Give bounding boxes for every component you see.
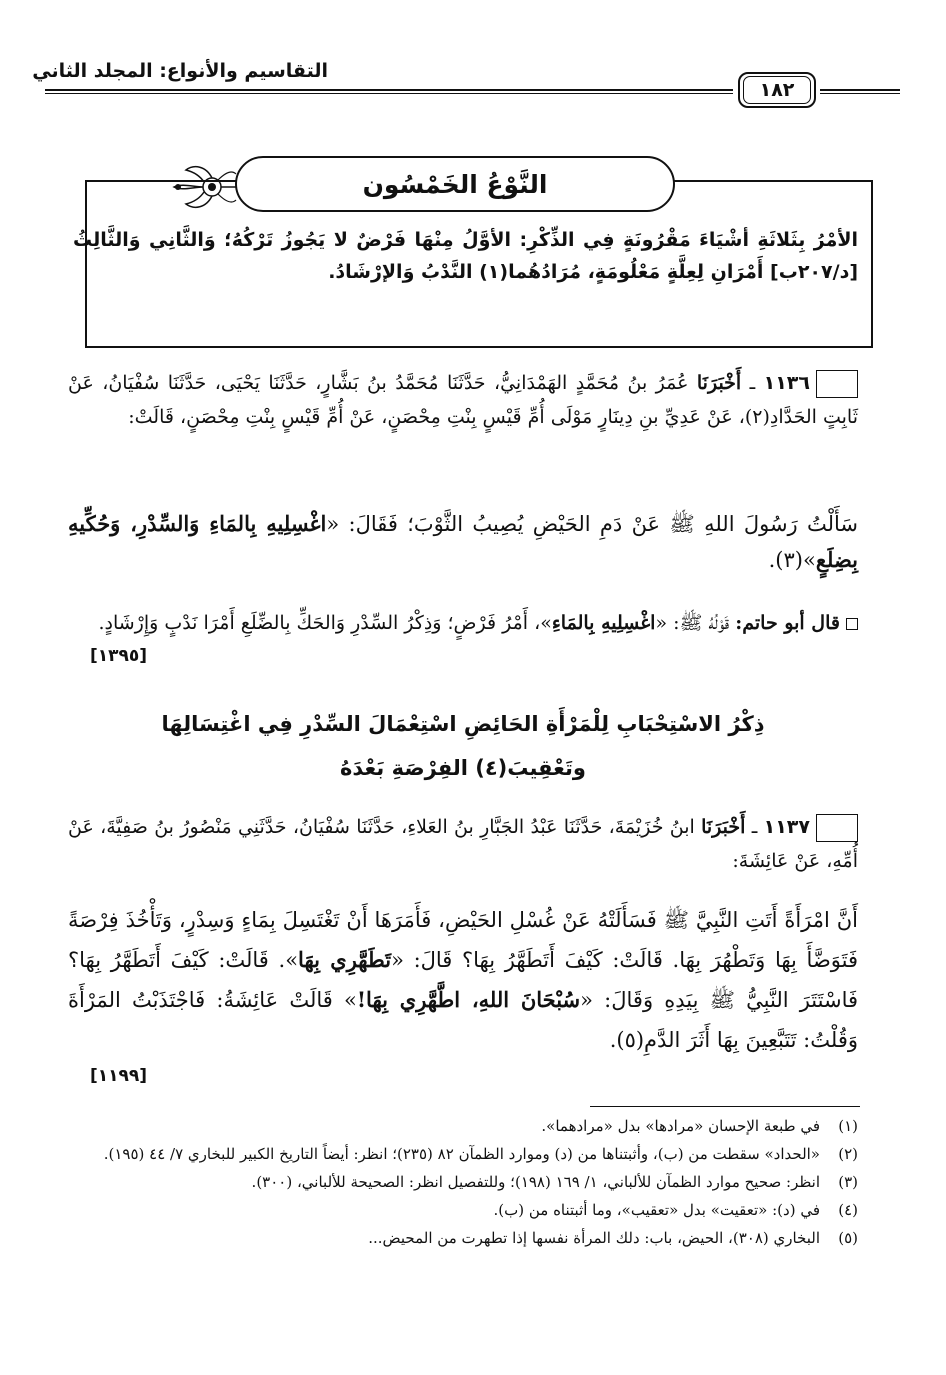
- comment-label: قال أبو حاتم:: [735, 612, 840, 634]
- footnote-number: (١): [838, 1117, 858, 1135]
- footnote: [68, 1224, 858, 1252]
- header-rule: [45, 89, 733, 91]
- matn-text: سَأَلْتُ رَسُولَ اللهِ ﷺ عَنْ دَمِ الحَيْضِ يُصِيبُ الثَّوْبَ؛ فَقَالَ: «: [326, 512, 859, 536]
- hadith-number: ١١٣٦: [763, 372, 810, 394]
- footnotes: [68, 1112, 858, 1252]
- section-heading-text: الأمْرُ بِثَلاثَةِ أشْيَاءَ مَقْرُونَةٍ فِي الذِّكْرِ: الأوَّلُ مِنْهَا فَرْضٌ لا يَجُوزُ تَرْكُهُ؛ وَالثَّانِي وَالثَّالِثُ [د/٢٠٧ب] أَمْرَانِ لِعِلَّةٍ مَعْلُومَةٍ، مُرَادُهُما(١) النَّدْبُ وَالإرْشَادُ.: [73, 229, 858, 283]
- header-rule-right-thin: [820, 93, 900, 94]
- running-header-title: التقاسيم والأنواع: المجلد الثاني: [32, 60, 328, 82]
- reference-number: [١٣٩٥]: [90, 646, 148, 666]
- footnote-number: (٤): [838, 1201, 858, 1219]
- footnote-text: انظر: صحيح موارد الظمآن للألباني، ١/ ١٦٩ (١٩٨)؛ وللتفصيل انظر: الصحيحة للألباني، (٣٠٠).: [251, 1173, 820, 1191]
- hadith-1137-matn: [68, 900, 858, 1060]
- footnote: [68, 1112, 858, 1140]
- hadith-1136-matn: [68, 506, 858, 578]
- header-rule-right: [820, 89, 900, 91]
- matn-text-2: ». قَالَتْ: كَيْفَ أَتَطَهَّرُ بِهَا؟ فَاسْتَتَرَ النَّبِيُّ ﷺ بِيَدِهِ وَقَالَ: «: [68, 948, 859, 1012]
- footnote-separator: [590, 1106, 860, 1107]
- matn-text: أَنَّ امْرَأَةً أَتَتِ النَّبِيَّ ﷺ فَسَأَلَتْهُ عَنْ غُسْلِ الحَيْضِ، فَأَمَرَهَا أَنْ تَغْتَسِلَ بِمَاءٍ وَسِدْرٍ، وَتَأْخُذَ فِرْصَةً فَتَوَضَّأَ بِهَا وَتَطْهُرَ بِهَا. قَالَتْ: كَيْفَ أَتَطَهَّرُ بِهَا؟ قَالَ: «: [68, 908, 858, 972]
- comment-text-end: »، أَمْرُ فَرْضٍ؛ وَذِكْرُ السِّدْرِ وَالحَكِّ بِالضِّلَعِ أَمْرَا نَدْبٍ وَإِرْشَادٍ.: [98, 612, 552, 634]
- floral-ornament-icon: [168, 156, 240, 218]
- isnad-text: ابنُ خُزَيْمَةَ، حَدَّثَنَا عَبْدُ الجَبَّارِ بنُ العَلاءِ، حَدَّثَنَا سُفْيَانُ، حَدَّثَنِي مَنْصُورُ بنُ صَفِيَّةَ، عَنْ أُمِّهِ، عَنْ عَائِشَةَ:: [68, 816, 858, 872]
- abu-hatim-comment: [68, 606, 858, 640]
- footnote-text: «الحداد» سقطت من (ب)، وأثبتناها من (د) وموارد الظمآن ٨٢ (٢٣٥)؛ انظر: أيضاً التاريخ الكبير للبخاري ٧/ ٤٤ (١٩٥).: [103, 1145, 820, 1163]
- comment-text: قَوْلُهُ ﷺ: «: [655, 612, 730, 634]
- chapter-heading-line1: ذِكْرُ الاسْتِحْبَابِ لِلْمَرْأَةِ الحَائِضِ اسْتِعْمَالَ السِّدْرِ فِي اغْتِسَالِهَا: [161, 712, 765, 736]
- header-rule-thin: [45, 93, 733, 94]
- matn-bold-text: اغْسِلِيهِ بِالمَاءِ وَالسِّدْرِ، وَحُكِّيهِ بِضِلَعٍ: [68, 511, 858, 572]
- footnote: [68, 1168, 858, 1196]
- hadith-marker-icon: [816, 370, 858, 398]
- reference-number: [١١٩٩]: [90, 1066, 148, 1086]
- hadith-number: ١١٣٧: [763, 816, 810, 838]
- chapter-heading-line2: وتَعْقِيبَ(٤) الفِرْصَةِ بَعْدَهُ: [340, 756, 586, 780]
- footnote: [68, 1140, 858, 1168]
- matn-bold-text-2: سُبْحَانَ اللهِ، اطَّهَّرِي بِهَا!: [356, 987, 581, 1012]
- isnad-text: عُمَرُ بنُ مُحَمَّدٍ الهَمْدَانِيُّ، حَدَّثَنَا مُحَمَّدُ بنُ بَشَّارٍ، حَدَّثَنَا يَحْيَى، حَدَّثَنَا سُفْيَانُ، عَنْ ثَابِتٍ الحَدَّادِ(٢)، عَنْ عَدِيِّ بنِ دِينَارٍ مَوْلَى أُمِّ قَيْسٍ بِنْتِ مِحْصَنٍ، عَنْ أُمِّ قَيْسٍ بِنْتِ مِحْصَنٍ، قَالَتْ:: [68, 372, 858, 428]
- square-marker-icon: [846, 618, 858, 630]
- footnote-number: (٣): [838, 1173, 858, 1191]
- matn-end: »(٣).: [768, 548, 816, 572]
- section-title: النَّوْعُ الخَمْسُون: [362, 169, 548, 199]
- page-number-frame: [738, 72, 816, 108]
- hadith-marker-icon: [816, 814, 858, 842]
- footnote-text: البخاري (٣٠٨)، الحيض، باب: دلك المرأة نفسها إذا تطهرت من المحيض...: [368, 1229, 820, 1247]
- page-number: ١٨٢: [759, 79, 795, 101]
- matn-text-3: » قَالَتْ عَائِشَةُ: فَاجْتَذَبْتُ المَرْأَةَ وَقُلْتُ: تَتَبَّعِينَ بِهَا أَثَرَ الدَّمِ(٥).: [68, 988, 858, 1052]
- footnote-number: (٥): [838, 1229, 858, 1247]
- footnote-text: في (د): «تعقيت» بدل «تعقيب»، وما أثبتناه من (ب).: [493, 1201, 820, 1219]
- comment-bold: اغْسِلِيهِ بِالمَاءِ: [551, 612, 656, 634]
- matn-bold-text: تَطَهَّرِي بِهَا: [298, 947, 392, 972]
- hadith-1136-isnad: ١١٣٦ ـ أَخْبَرَنَا عُمَرُ بنُ مُحَمَّدٍ الهَمْدَانِيُّ، حَدَّثَنَا مُحَمَّدُ بنُ بَشَّارٍ، حَدَّثَنَا يَحْيَى، حَدَّثَنَا سُفْيَانُ، عَنْ ثَابِتٍ الحَدَّادِ(٢)، عَنْ عَدِيِّ بنِ دِينَارٍ مَوْلَى أُمِّ قَيْسٍ بِنْتِ مِحْصَنٍ، عَنْ أُمِّ قَيْسٍ بِنْتِ مِحْصَنٍ، قَالَتْ:: [68, 372, 858, 428]
- hadith-1137-isnad: ١١٣٧ ـ أَخْبَرَنَا ابنُ خُزَيْمَةَ، حَدَّثَنَا عَبْدُ الجَبَّارِ بنُ العَلاءِ، حَدَّثَنَا سُفْيَانُ، حَدَّثَنِي مَنْصُورُ بنُ صَفِيَّةَ، عَنْ أُمِّهِ، عَنْ عَائِشَةَ:: [68, 816, 858, 872]
- akhbarana-label: أَخْبَرَنَا: [696, 372, 742, 394]
- footnote: [68, 1196, 858, 1224]
- footnote-number: (٢): [838, 1145, 858, 1163]
- footnote-text: في طبعة الإحسان «مرادها» بدل «مرادهما».: [541, 1117, 820, 1135]
- section-title-tab: [235, 156, 675, 212]
- akhbarana-label: أَخْبَرَنَا: [701, 816, 746, 838]
